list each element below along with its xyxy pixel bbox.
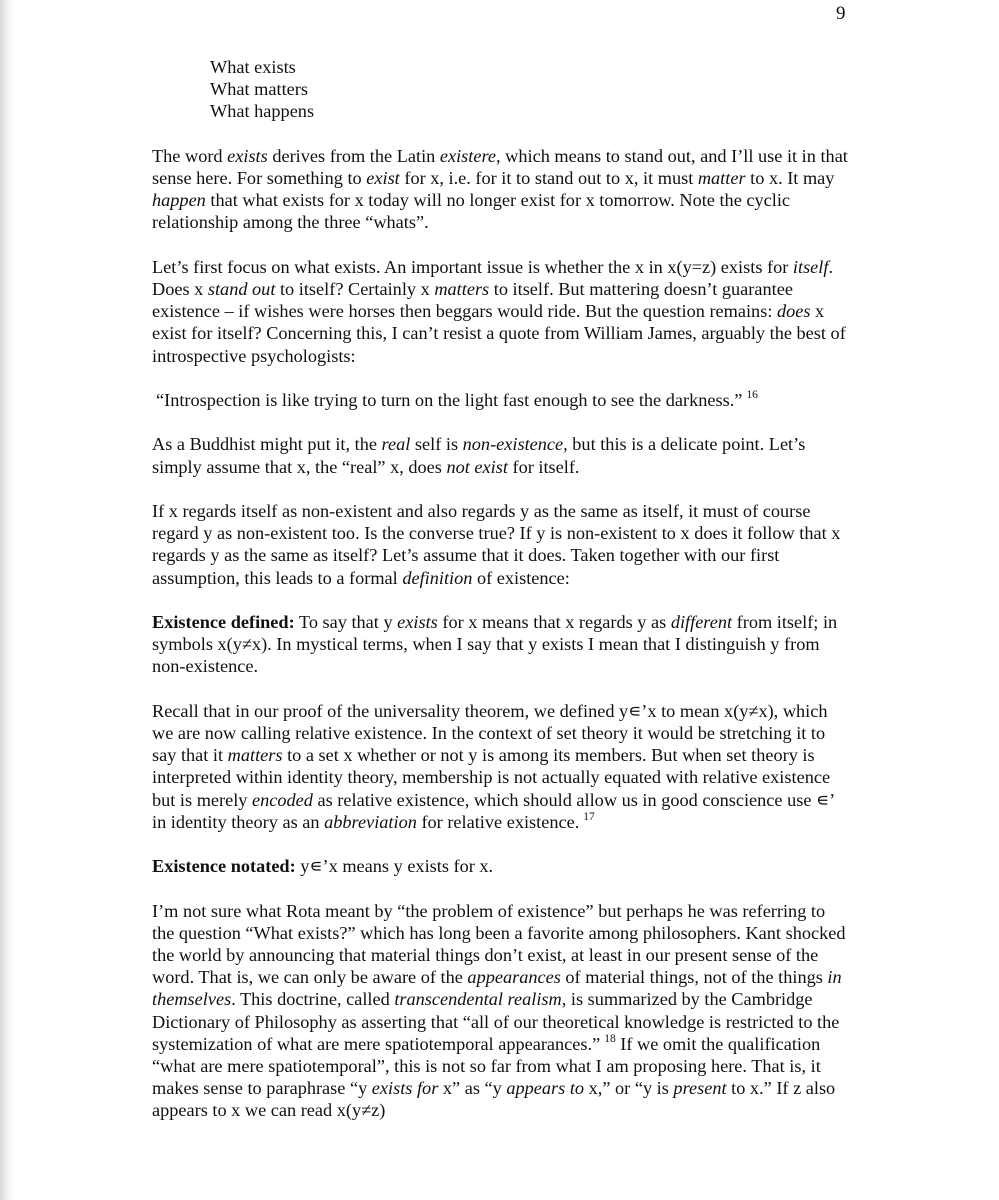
existence-defined: Existence defined: To say that y exists for x means that x regards y as different from itself; in symbols x(y≠x). In mystical terms, when I say that y exists I mean that I distinguish y from non-existence. — [152, 611, 838, 677]
whats-item-matters: What matters — [210, 79, 308, 100]
document-body — [152, 56, 852, 1144]
whats-item-exists: What exists — [210, 57, 296, 77]
james-quote: “Introspection is like trying to turn on the light fast enough to see the darkness.” $^{16}$ — [156, 389, 758, 410]
existence-defined-label: Existence defined: — [152, 611, 295, 632]
paragraph-rota-kant: I’m not sure what Rota meant by “the problem of existence” but perhaps he was referring to the question “What exists?” which has long been a favorite among philosophers. Kant shocked the world by announcing that material things don’t exist, at least in our present sense of the word. That is, we can only be aware of the appearances of material things, not of the things in themselves. This doctrine, called transcendental realism, is summarized by the Cambridge Dictionary of Philosophy as asserting that “all of our theoretical knowledge is restricted to the systemization of what are mere spatiotemporal appearances.” $^{18}$ If we omit the qualification “what are mere spatiotemporal”, this is not so far from what I am proposing here. That is, it makes sense to paraphrase “y exists for x” as “y appears to x,” or “y is present to x.” If z also appears to x we can read x(y≠z) — [152, 900, 846, 1121]
whats-item-happens: What happens — [210, 101, 315, 122]
footnote-16: 16 — [746, 389, 758, 401]
paragraph-exists-etymology: The word exists derives from the Latin existere, which means to stand out, and I’ll use it in that sense here. For something to exist for x, i.e. for it to stand out to x, it must matter to x. It may happen that what exists for x today will no longer exist for x tomorrow. Note the cyclic relationship among the three “whats”. — [152, 145, 848, 233]
page-edge-shadow — [0, 0, 14, 1200]
paragraph-non-existent: If x regards itself as non-existent and also regards y as the same as itself, it must of course regard y as non-existent too. Is the converse true? If y is non-existent to x does it follow that x regards y as the same as itself? Let’s assume that it does. Taken together with our first assumption, this leads to a formal definition of existence: — [152, 500, 841, 588]
paragraph-universality: Recall that in our proof of the universality theorem, we defined y∊’x to mean x(y≠x), which we are now calling relative existence. In the context of set theory it would be stretching it to say that it matters to a set x whether or not y is among its members. But when set theory is interpreted within identity theory, membership is not actually equated with relative existence but is merely encoded as relative existence, which should allow us in good conscience use ∊’ in identity theory as an abbreviation for relative existence. $^{17}$ — [152, 700, 834, 832]
paragraph-buddhist: As a Buddhist might put it, the real self is non-existence, but this is a delicate point. Let’s simply assume that x, the “real” x, does not exist for itself. — [152, 434, 806, 477]
existence-notated: Existence notated: y∊’x means y exists for x. — [152, 856, 494, 877]
page-number: 9 — [836, 3, 846, 24]
existence-notated-label: Existence notated: — [152, 856, 296, 877]
whats-list — [210, 56, 852, 123]
footnote-17: 17 — [583, 810, 595, 823]
paragraph-what-exists: Let’s first focus on what exists. An important issue is whether the x in x(y=z) exists for itself. Does x stand out to itself? Certainly x matters to itself. But mattering doesn’t guarantee existence – if wishes were horses then beggars would ride. But the question remains: does x exist for itself? Concerning this, I can’t resist a quote from William James, arguably the best of introspective psychologists: — [152, 256, 846, 366]
footnote-18: 18 — [604, 1032, 616, 1045]
